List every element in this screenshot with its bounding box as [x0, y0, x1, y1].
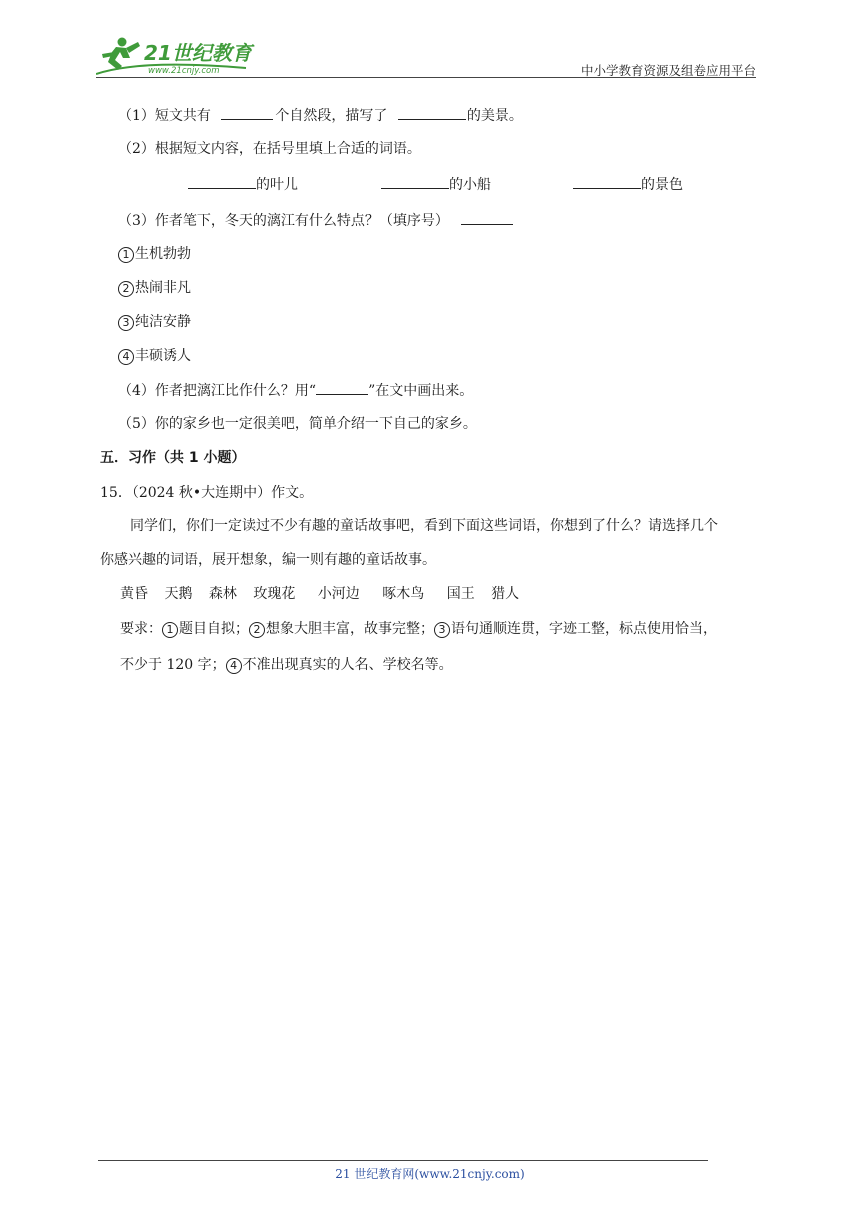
word-item: 天鹅 [164, 586, 193, 602]
question-15 [100, 483, 313, 503]
option-label: 热闹非凡 [135, 280, 191, 296]
answer-blank[interactable] [398, 105, 466, 120]
q2-item [188, 174, 298, 195]
section-title: 五．习作（共 1 小题） [100, 450, 246, 466]
option-label: 生机勃勃 [135, 246, 191, 262]
q2-item-label: 的景色 [641, 177, 683, 193]
word-item: 小河边 [317, 586, 360, 602]
question-1 [118, 105, 523, 126]
question-source: （2024 秋•大连期中）作文。 [131, 485, 314, 501]
q3-option [118, 278, 191, 298]
q3-option [118, 312, 191, 332]
footer-text: 21 世纪教育网(www.21cnjy.com) [335, 1167, 525, 1181]
circled-number: 1 [118, 247, 134, 263]
q1-prefix: （1）短文共有 [118, 108, 211, 124]
q2-item [573, 174, 683, 195]
q2-item-label: 的小船 [449, 177, 491, 193]
circled-number: 2 [118, 281, 134, 297]
circled-number: 4 [226, 658, 242, 674]
q1-mid: 个自然段，描写了 [275, 108, 388, 124]
question-2: （2）根据短文内容，在括号里填上合适的词语。 [118, 141, 421, 157]
circled-number: 2 [249, 622, 265, 638]
circled-number: 3 [118, 315, 134, 331]
circled-number: 1 [162, 622, 178, 638]
answer-blank[interactable] [461, 210, 513, 225]
requirements-label: 要求： [120, 621, 162, 637]
word-item: 森林 [208, 586, 237, 602]
word-item: 玫瑰花 [253, 586, 296, 602]
answer-blank[interactable] [188, 174, 256, 189]
q3-text: （3）作者笔下，冬天的漓江有什么特点？（填序号） [118, 213, 449, 229]
answer-blank[interactable] [573, 174, 641, 189]
word-item: 啄木鸟 [382, 586, 425, 602]
header-divider [96, 77, 756, 78]
site-logo [96, 34, 266, 78]
requirements-continued [120, 655, 453, 675]
requirement-item: 不少于 120 字； [120, 657, 226, 673]
question-number: 15． [100, 485, 132, 501]
svg-text:www.21cnjy.com: www.21cnjy.com [148, 66, 220, 76]
prompt-paragraph: 同学们，你们一定读过不少有趣的童话故事吧，看到下面这些词语，你想到了什么？请选择几个 [130, 518, 718, 534]
q2-item-label: 的叶儿 [256, 177, 298, 193]
requirement-item: 题目自拟； [179, 621, 249, 637]
answer-blank[interactable] [221, 105, 273, 120]
q2-item [381, 174, 491, 195]
q4-suffix: ”在文中画出来。 [368, 383, 474, 399]
q1-suffix: 的美景。 [466, 108, 523, 124]
option-label: 纯洁安静 [135, 314, 191, 330]
question-3 [118, 210, 513, 231]
requirement-item: 语句通顺连贯，字迹工整，标点使用恰当， [451, 621, 717, 637]
footer-divider [98, 1160, 708, 1161]
word-list [120, 584, 519, 604]
word-item: 猎人 [491, 586, 520, 602]
word-item: 国王 [446, 586, 475, 602]
page-header [96, 34, 756, 78]
svg-text:21世纪教育: 21世纪教育 [144, 41, 252, 65]
circled-number: 3 [434, 622, 450, 638]
requirements [120, 619, 717, 639]
q3-option [118, 346, 191, 366]
question-5: （5）你的家乡也一定很美吧，简单介绍一下自己的家乡。 [118, 416, 477, 432]
requirement-item: 不准出现真实的人名、学校名等。 [242, 657, 453, 673]
q4-prefix: （4）作者把漓江比作什么？用“ [118, 383, 317, 399]
requirement-item: 想象大胆丰富，故事完整； [266, 621, 434, 637]
platform-name: 中小学教育资源及组卷应用平台 [580, 63, 756, 78]
prompt-paragraph: 你感兴趣的词语，展开想象，编一则有趣的童话故事。 [100, 552, 436, 568]
word-item: 黄昏 [120, 586, 148, 602]
question-4 [118, 380, 473, 401]
circled-number: 4 [118, 349, 134, 365]
answer-blank[interactable] [316, 380, 368, 395]
option-label: 丰硕诱人 [135, 348, 191, 364]
answer-blank[interactable] [381, 174, 449, 189]
q3-option [118, 244, 191, 264]
